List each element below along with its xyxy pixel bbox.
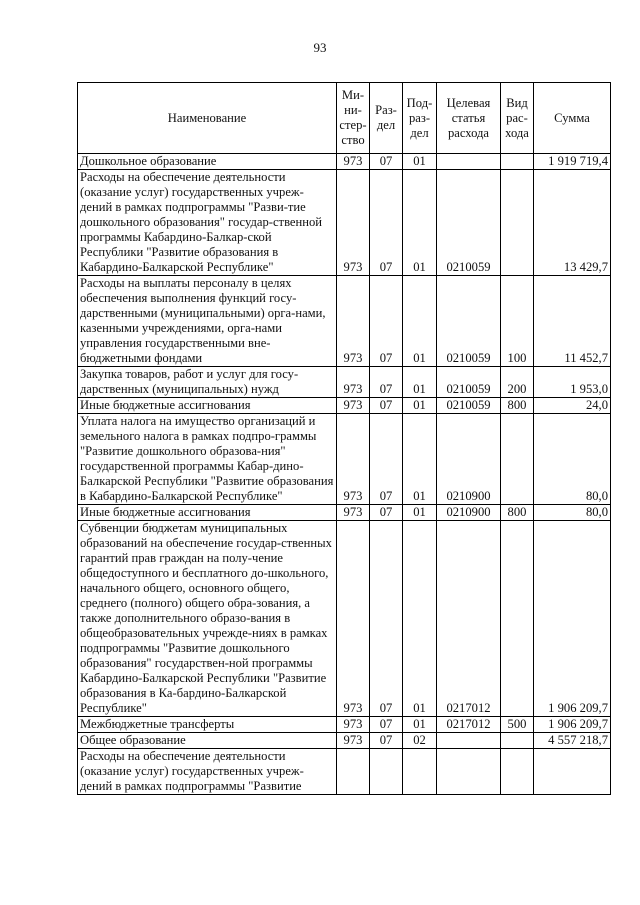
row-name: Закупка товаров, работ и услуг для госу-дарственных (муниципальных) нужд <box>78 367 337 398</box>
row-expense-type: 800 <box>501 505 534 521</box>
table-row <box>78 367 611 398</box>
row-section: 07 <box>370 717 403 733</box>
row-ministry: 973 <box>337 717 370 733</box>
table-row <box>78 521 611 717</box>
row-amount: 11 452,7 <box>534 276 611 367</box>
row-name: Уплата налога на имущество организаций и земельного налога в рамках подпро-граммы "Развитие дошкольного образова-ния" государственной программы Кабар-дино-Балкарской Республики "Развитие образования в Кабардино-Балкарской Республике" <box>78 414 337 505</box>
row-subsection <box>403 749 437 795</box>
row-expense-type <box>501 733 534 749</box>
header-subsection: Под- раз- дел <box>403 83 437 154</box>
row-name: Расходы на обеспечение деятельности (оказание услуг) государственных учреж-дений в рамках подпрограммы "Разви-тие дошкольного образования" государ-ственной программы Кабардино-Балкар-ской Республики "Развитие образования в Кабардино-Балкарской Республике" <box>78 170 337 276</box>
row-section: 07 <box>370 521 403 717</box>
table-row <box>78 733 611 749</box>
row-amount: 1 906 209,7 <box>534 521 611 717</box>
row-amount: 24,0 <box>534 398 611 414</box>
row-target: 0210059 <box>437 367 501 398</box>
row-target: 0210900 <box>437 505 501 521</box>
table-row <box>78 749 611 795</box>
row-section: 07 <box>370 398 403 414</box>
header-ministry: Ми- ни- стер- ство <box>337 83 370 154</box>
row-amount: 1 953,0 <box>534 367 611 398</box>
row-section <box>370 749 403 795</box>
row-target <box>437 733 501 749</box>
row-expense-type <box>501 749 534 795</box>
row-ministry: 973 <box>337 733 370 749</box>
row-subsection: 01 <box>403 717 437 733</box>
row-subsection: 01 <box>403 154 437 170</box>
header-expense-type: Вид рас- хода <box>501 83 534 154</box>
row-name: Иные бюджетные ассигнования <box>78 398 337 414</box>
row-target <box>437 154 501 170</box>
row-subsection: 01 <box>403 414 437 505</box>
table-row <box>78 398 611 414</box>
row-subsection: 01 <box>403 367 437 398</box>
header-name: Наименование <box>78 83 337 154</box>
row-amount <box>534 749 611 795</box>
row-expense-type <box>501 521 534 717</box>
row-amount: 1 919 719,4 <box>534 154 611 170</box>
row-subsection: 01 <box>403 521 437 717</box>
table-header-row <box>78 83 611 154</box>
row-amount: 1 906 209,7 <box>534 717 611 733</box>
row-amount: 4 557 218,7 <box>534 733 611 749</box>
row-name: Расходы на выплаты персоналу в целях обеспечения выполнения функций госу-дарственными (муниципальными) орга-нами, казенными учреждениями, орга-нами управления государственными вне-бюджетными фондами <box>78 276 337 367</box>
row-amount: 80,0 <box>534 414 611 505</box>
row-expense-type <box>501 170 534 276</box>
table-row <box>78 505 611 521</box>
budget-table <box>77 82 611 795</box>
row-name: Общее образование <box>78 733 337 749</box>
row-section: 07 <box>370 170 403 276</box>
row-ministry: 973 <box>337 521 370 717</box>
table-row <box>78 170 611 276</box>
row-name: Расходы на обеспечение деятельности (оказание услуг) государственных учреж-дений в рамках подпрограммы "Развитие <box>78 749 337 795</box>
table-body <box>78 154 611 795</box>
row-ministry: 973 <box>337 154 370 170</box>
row-expense-type <box>501 154 534 170</box>
row-section: 07 <box>370 276 403 367</box>
row-target: 0210059 <box>437 170 501 276</box>
row-expense-type: 800 <box>501 398 534 414</box>
row-ministry: 973 <box>337 414 370 505</box>
row-target: 0217012 <box>437 521 501 717</box>
row-ministry: 973 <box>337 170 370 276</box>
row-name: Субвенции бюджетам муниципальных образований на обеспечение государ-ственных гарантий прав граждан на полу-чение общедоступного и бесплатного до-школьного, начального общего, основного общего, среднего (полного) общего обра-зования, а также дополнительного образо-вания в общеобразовательных учрежде-ниях в рамках подпрограммы "Развитие дошкольного образования" государствен-ной программы Кабардино-Балкарской Республики "Развитие образования в Ка-бардино-Балкарской Республике" <box>78 521 337 717</box>
row-name: Иные бюджетные ассигнования <box>78 505 337 521</box>
header-section: Раз- дел <box>370 83 403 154</box>
row-name: Межбюджетные трансферты <box>78 717 337 733</box>
row-section: 07 <box>370 154 403 170</box>
row-expense-type: 200 <box>501 367 534 398</box>
row-subsection: 02 <box>403 733 437 749</box>
row-section: 07 <box>370 733 403 749</box>
row-ministry <box>337 749 370 795</box>
row-target: 0210059 <box>437 398 501 414</box>
row-target <box>437 749 501 795</box>
table-row <box>78 276 611 367</box>
row-name: Дошкольное образование <box>78 154 337 170</box>
row-amount: 13 429,7 <box>534 170 611 276</box>
row-ministry: 973 <box>337 276 370 367</box>
row-ministry: 973 <box>337 367 370 398</box>
table-row <box>78 717 611 733</box>
row-section: 07 <box>370 414 403 505</box>
page-number: 93 <box>313 40 327 55</box>
row-subsection: 01 <box>403 505 437 521</box>
table-row <box>78 414 611 505</box>
row-target: 0217012 <box>437 717 501 733</box>
row-subsection: 01 <box>403 276 437 367</box>
row-expense-type: 500 <box>501 717 534 733</box>
row-subsection: 01 <box>403 170 437 276</box>
row-ministry: 973 <box>337 505 370 521</box>
row-section: 07 <box>370 367 403 398</box>
header-amount: Сумма <box>534 83 611 154</box>
header-target: Целевая статья расхода <box>437 83 501 154</box>
row-expense-type <box>501 414 534 505</box>
row-target: 0210900 <box>437 414 501 505</box>
row-expense-type: 100 <box>501 276 534 367</box>
row-subsection: 01 <box>403 398 437 414</box>
row-target: 0210059 <box>437 276 501 367</box>
row-ministry: 973 <box>337 398 370 414</box>
table-row <box>78 154 611 170</box>
row-section: 07 <box>370 505 403 521</box>
row-amount: 80,0 <box>534 505 611 521</box>
